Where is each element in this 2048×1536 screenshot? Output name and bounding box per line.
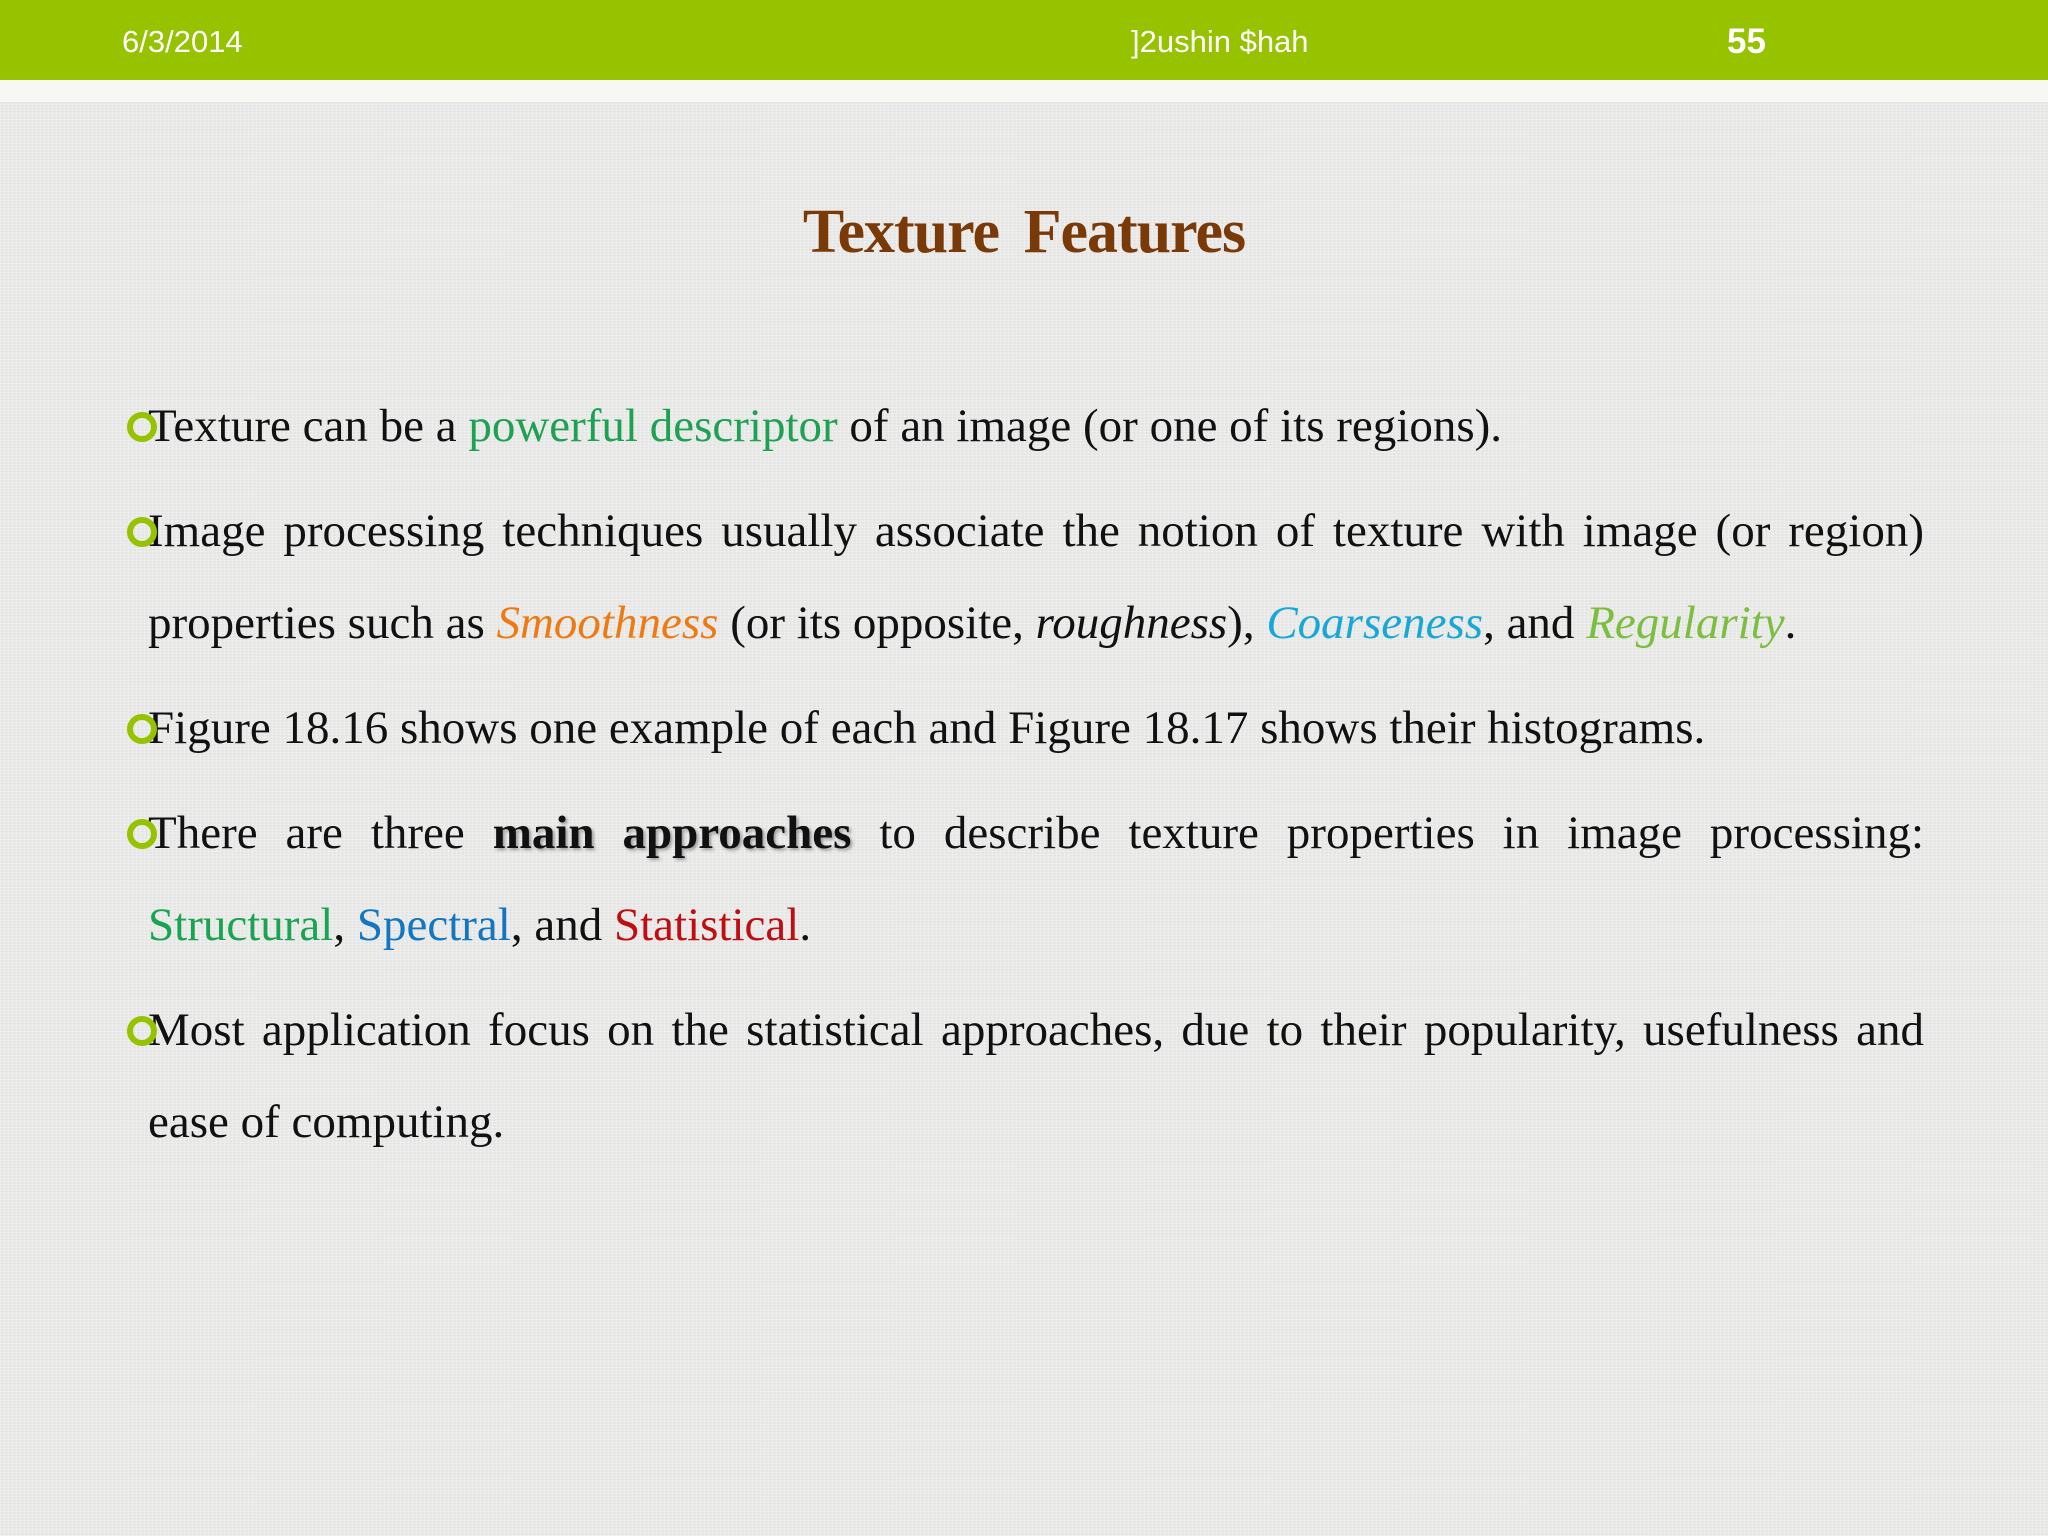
term-regularity: Regularity bbox=[1586, 597, 1785, 649]
slide-author: ]2ushin $hah bbox=[1131, 24, 1309, 59]
bullet-ring-icon bbox=[127, 714, 157, 744]
bullet-text: Image processing techniques usually associate the notion of texture with image (or region) properties such as Smoothness (or its opposite, roughness), Coarseness, and Regularity. bbox=[148, 505, 1924, 649]
term-spectral: Spectral bbox=[356, 899, 511, 951]
bullet-item bbox=[122, 984, 1924, 1168]
bullet-ring-icon bbox=[127, 412, 157, 442]
term-statistical: Statistical bbox=[613, 899, 800, 951]
term-roughness: roughness bbox=[1035, 597, 1228, 649]
term-coarseness: Coarseness bbox=[1266, 597, 1484, 649]
bullet-text: Texture can be a powerful descriptor of an image (or one of its regions). bbox=[148, 400, 1503, 452]
bullet-item bbox=[122, 787, 1924, 971]
header-bar bbox=[0, 0, 2048, 80]
bullet-text: There are three main approaches to describe texture properties in image processing: Structural, Spectral, and Statistical. bbox=[148, 807, 1925, 951]
bullet-item bbox=[122, 380, 1924, 472]
bullet-text: Most application focus on the statistical approaches, due to their popularity, usefulness and ease of computing. bbox=[148, 1004, 1924, 1148]
bullet-ring-icon bbox=[127, 819, 157, 849]
bullet-item bbox=[122, 485, 1924, 669]
bullet-ring-icon bbox=[127, 1016, 157, 1046]
bullet-text: Figure 18.16 shows one example of each and Figure 18.17 shows their histograms. bbox=[148, 702, 1706, 754]
slide-page-number: 55 bbox=[1727, 22, 1766, 61]
bullet-item bbox=[122, 682, 1924, 774]
header-divider bbox=[0, 80, 2048, 102]
bullet-ring-icon bbox=[127, 517, 157, 547]
emphasis-main-approaches: main approaches bbox=[492, 807, 852, 859]
slide-date: 6/3/2014 bbox=[122, 24, 243, 59]
term-smoothness: Smoothness bbox=[496, 597, 719, 649]
term-structural: Structural bbox=[148, 899, 334, 951]
bullet-list bbox=[122, 380, 1924, 1181]
slide-title: Texture Features bbox=[802, 198, 1246, 266]
highlight-powerful-descriptor: powerful descriptor bbox=[468, 400, 838, 452]
